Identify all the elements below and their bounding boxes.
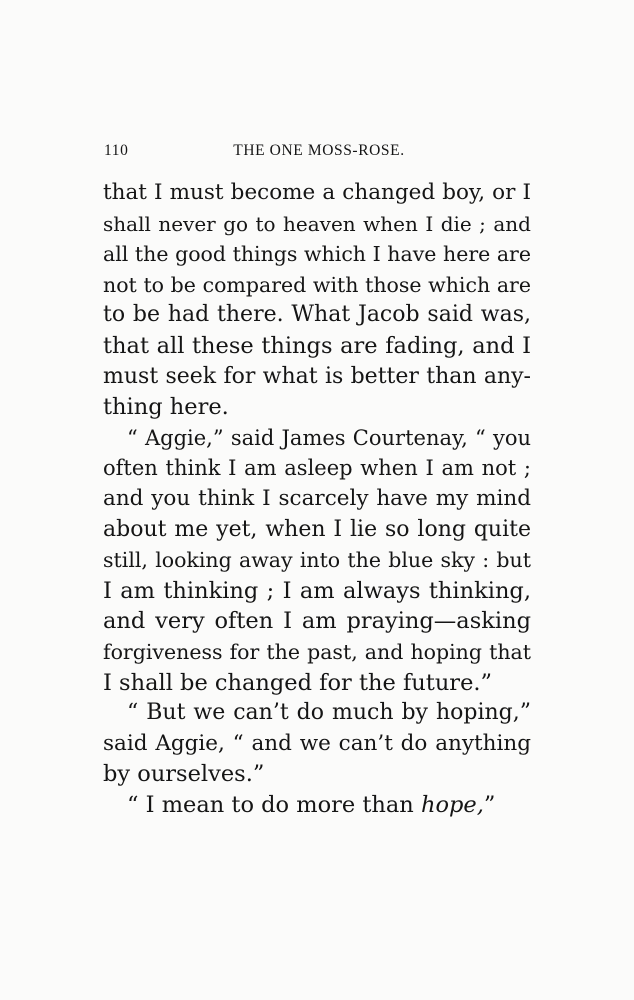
running-title: THE ONE MOSS-ROSE. bbox=[233, 142, 405, 159]
text-line: said Aggie, “ and we can’t do anything bbox=[103, 730, 531, 756]
closing-quote: ” bbox=[483, 791, 496, 818]
text-line: to be had there. What Jacob said was, bbox=[103, 302, 531, 328]
text-line: “ Aggie,” said James Courtenay, “ you bbox=[127, 425, 531, 450]
text-line: all the good things which I have here are bbox=[103, 242, 531, 267]
text-line: shall never go to heaven when I die ; and bbox=[103, 211, 531, 236]
text-line: not to be compared with those which are bbox=[103, 272, 531, 297]
text-line: and very often I am praying—asking bbox=[103, 608, 531, 635]
text-line: by ourselves.” bbox=[103, 761, 265, 788]
text-line: and you think I scarcely have my mind bbox=[103, 485, 531, 511]
italic-word: hope, bbox=[420, 791, 484, 818]
text-line: “ But we can’t do much by hoping,” bbox=[127, 700, 531, 726]
text-line: I shall be changed for the future.” bbox=[103, 669, 493, 696]
text-line: that I must become a changed boy, or I bbox=[103, 180, 531, 205]
text-line: thing here. bbox=[103, 394, 229, 421]
text-line: I am thinking ; I am always thinking, bbox=[103, 577, 531, 604]
page-number: 110 bbox=[104, 142, 129, 159]
text-line: forgiveness for the past, and hoping that bbox=[103, 639, 531, 664]
text-line: still, looking away into the blue sky : but bbox=[103, 548, 531, 573]
text-line: about me yet, when I lie so long quite bbox=[103, 516, 531, 542]
text-line: that all these things are fading, and I bbox=[103, 332, 531, 359]
text-line: must seek for what is better than any- bbox=[103, 363, 531, 389]
text-line: often think I am asleep when I am not ; bbox=[103, 456, 531, 481]
text-line-final bbox=[103, 790, 531, 821]
body-text bbox=[103, 178, 531, 820]
page-header bbox=[104, 142, 534, 166]
text-fragment: “ I mean to do more than bbox=[127, 791, 421, 818]
